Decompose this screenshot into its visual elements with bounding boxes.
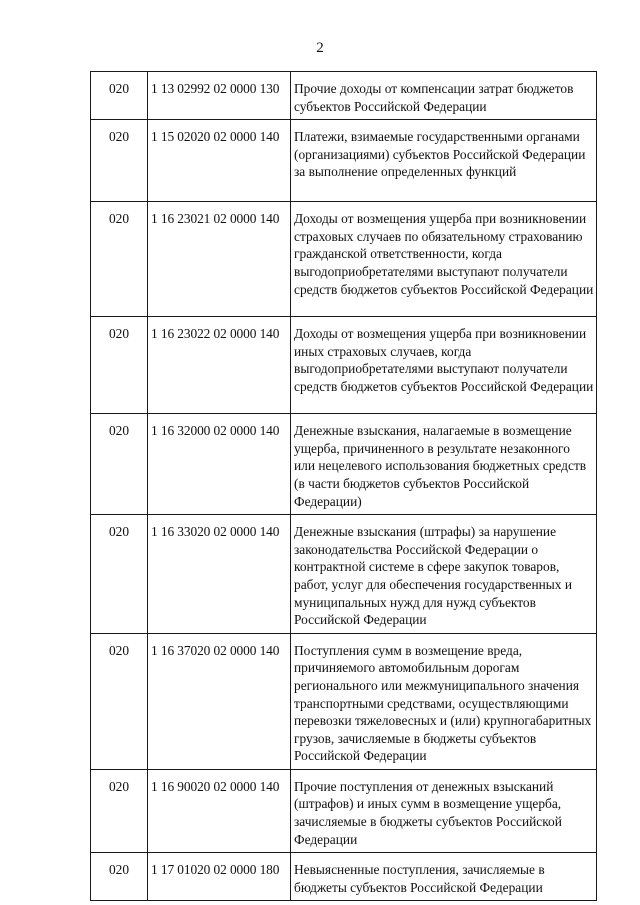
- kbk-code-cell: 1 16 90020 02 0000 140: [148, 769, 291, 852]
- table-row: [91, 769, 597, 852]
- revenue-name-cell: Поступления сумм в возмещение вреда, причиняемого автомобильным дорогам регионального или межмуниципального значения транспортными средствами, осуществляющими перевозки тяжеловесных и (или) крупногабаритных грузов, зачисляемые в бюджеты субъектов Российской Федерации: [291, 633, 597, 769]
- revenue-name-cell: Денежные взыскания, налагаемые в возмещение ущерба, причиненного в результате незаконного или нецелевого использования бюджетных средств (в части бюджетов субъектов Российской Федерации): [291, 414, 597, 515]
- kbk-code-cell: 1 13 02992 02 0000 130: [148, 72, 291, 120]
- revenue-name-cell: Платежи, взимаемые государственными органами (организациями) субъектов Российской Федерации за выполнение определенных функций: [291, 120, 597, 202]
- table-row: [91, 515, 597, 634]
- revenue-name-cell: Доходы от возмещения ущерба при возникновении страховых случаев по обязательному страхованию гражданской ответственности, когда выгодоприобретателями выступают получатели средств бюджетов субъектов Российской Федерации: [291, 202, 597, 317]
- revenue-name-cell: Доходы от возмещения ущерба при возникновении иных страховых случаев, когда выгодоприобретателями выступают получатели средств бюджетов субъектов Российской Федерации: [291, 317, 597, 414]
- admin-code-cell: 020: [91, 72, 148, 120]
- revenue-name-cell: Денежные взыскания (штрафы) за нарушение законодательства Российской Федерации о контрактной системе в сфере закупок товаров, работ, услуг для обеспечения государственных и муниципальных нужд для нужд субъектов Российской Федерации: [291, 515, 597, 634]
- revenue-name-cell: Невыясненные поступления, зачисляемые в бюджеты субъектов Российской Федерации: [291, 853, 597, 901]
- revenue-codes-table: [90, 71, 597, 901]
- admin-code-cell: 020: [91, 633, 148, 769]
- page-number: 2: [316, 40, 324, 56]
- admin-code-cell: 020: [91, 317, 148, 414]
- table-row: [91, 120, 597, 202]
- revenue-name-cell: Прочие поступления от денежных взысканий (штрафов) и иных сумм в возмещение ущерба, зачисляемые в бюджеты субъектов Российской Федерации: [291, 769, 597, 852]
- admin-code-cell: 020: [91, 515, 148, 634]
- admin-code-cell: 020: [91, 853, 148, 901]
- kbk-code-cell: 1 17 01020 02 0000 180: [148, 853, 291, 901]
- revenue-name-cell: Прочие доходы от компенсации затрат бюджетов субъектов Российской Федерации: [291, 72, 597, 120]
- table-row: [91, 72, 597, 120]
- admin-code-cell: 020: [91, 202, 148, 317]
- admin-code-cell: 020: [91, 414, 148, 515]
- kbk-code-cell: 1 16 23022 02 0000 140: [148, 317, 291, 414]
- kbk-code-cell: 1 15 02020 02 0000 140: [148, 120, 291, 202]
- table-row: [91, 853, 597, 901]
- table-row: [91, 202, 597, 317]
- table-row: [91, 414, 597, 515]
- admin-code-cell: 020: [91, 769, 148, 852]
- kbk-code-cell: 1 16 32000 02 0000 140: [148, 414, 291, 515]
- admin-code-cell: 020: [91, 120, 148, 202]
- table-row: [91, 633, 597, 769]
- kbk-code-cell: 1 16 33020 02 0000 140: [148, 515, 291, 634]
- kbk-code-cell: 1 16 23021 02 0000 140: [148, 202, 291, 317]
- kbk-code-cell: 1 16 37020 02 0000 140: [148, 633, 291, 769]
- table-row: [91, 317, 597, 414]
